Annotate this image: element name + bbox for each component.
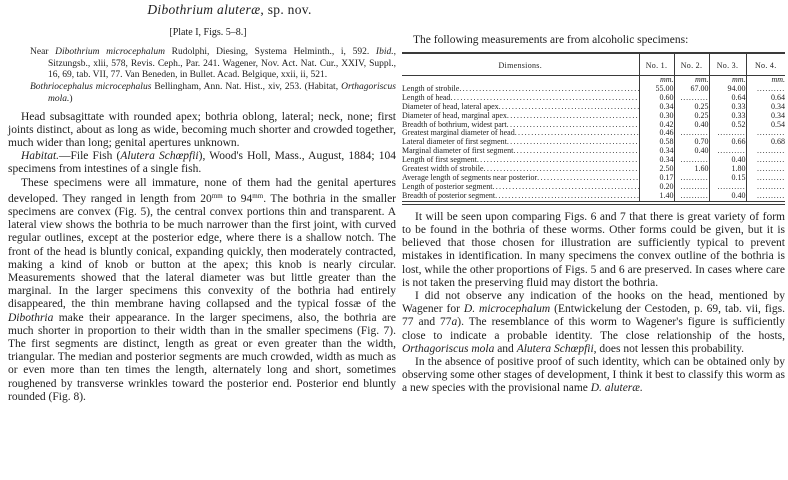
italic-text: Dibothrium microcephalum — [55, 47, 165, 57]
table-row — [402, 174, 785, 183]
empty-value-cell — [746, 174, 785, 183]
empty-value-cell — [674, 174, 709, 183]
dimension-label: Marginal diameter of first segment — [402, 147, 514, 156]
value-cell: 0.40 — [709, 156, 746, 165]
dimension-label-cell — [402, 94, 639, 103]
measurements-intro: The following measurements are from alcoholic specimens: — [413, 34, 689, 46]
empty-value-cell — [674, 94, 709, 103]
italic-text: Alutera Schœpfii — [516, 342, 594, 355]
units-row-spacer — [402, 76, 639, 85]
dotted-leader — [507, 112, 639, 121]
text-run: These specimens were all immature, none of them had the genital apertures developed. They ranged in length from 20 — [8, 176, 396, 205]
dotted-leader — [499, 103, 639, 112]
empty-value-cell — [746, 156, 785, 165]
table-body — [402, 76, 785, 203]
value-cell: 0.25 — [674, 112, 709, 121]
dimension-label: Diameter of head, marginal apex — [402, 111, 507, 120]
paragraph — [8, 82, 396, 105]
table-row — [402, 165, 785, 174]
dimension-label: Greatest width of strobile — [402, 165, 484, 174]
text-run: ). The resemblance of this worm to Wagener's figure is sufficiently close to indicate a probable identity. The close relationship of the hosts, — [402, 316, 785, 342]
empty-value-cell — [674, 183, 709, 192]
empty-value-cell — [746, 129, 785, 138]
dimension-label: Average length of segments near posterior — [402, 173, 538, 182]
italic-text: Dibothrium aluteræ — [147, 2, 261, 17]
value-cell: 55.00 — [639, 85, 674, 94]
value-cell: 1.80 — [709, 165, 746, 174]
superscript-text: mm — [252, 191, 264, 200]
col-header-dimensions: Dimensions. — [402, 53, 639, 76]
empty-value-cell — [709, 129, 746, 138]
empty-value-cell — [746, 183, 785, 192]
value-cell: 0.33 — [709, 112, 746, 121]
dimension-label: Breadth of posterior segment — [402, 191, 496, 200]
table-row — [402, 138, 785, 147]
right-body-text — [402, 211, 785, 396]
text-run: make their appearance. In the larger specimens, also, the bothria are much shorter in proportion to their width than in the smaller specimens (Fig. 7). The first segments are distinct, length as great or even greater than the width, triangular. The median and posterior segments are much crowded, width as much as or even more than ten times the length, alternately long and short, sometimes roughened by transverse wrinkles toward the posterior end. Posterior end bluntly rounded (Fig. 8). — [8, 311, 396, 403]
dotted-leader — [459, 85, 638, 94]
value-cell: 0.20 — [639, 183, 674, 192]
dimension-label: Length of head — [402, 93, 451, 102]
synonymy-block — [8, 47, 396, 106]
dimension-label-cell — [402, 174, 639, 183]
italic-text: Orthagoriscus mola — [402, 342, 495, 355]
value-cell: 0.64 — [709, 94, 746, 103]
value-cell: 0.33 — [709, 103, 746, 112]
value-cell: 0.15 — [709, 174, 746, 183]
dimension-label: Length of first segment — [402, 156, 477, 165]
empty-value-cell — [674, 129, 709, 138]
measurements-table — [402, 52, 785, 205]
value-cell: 0.25 — [674, 103, 709, 112]
dimension-label-cell — [402, 183, 639, 192]
dotted-leader — [495, 192, 638, 201]
unit-cell: mm. — [639, 76, 674, 85]
text-run: and — [494, 342, 517, 355]
table-row — [402, 192, 785, 203]
text-run: . The bothria in the smaller specimens are convex (Fig. 5), the central convex portions thin and transparent. A lateral view shows the bothria to be much narrower than the first joint, with curved regular outlines, except at the posterior edge, where there is a shallow notch. The front of the head is bluntly conical, expanding quickly, then moderately contracted, making a kind of knob or button at the apex; this knob is nearly circular. Measurements showed that the lateral diameter was but little greater than the marginal. In the larger specimens this convexity of the bothria had entirely disappeared, the thin membrane having collapsed and the typical fossæ of the — [8, 192, 396, 311]
right-page-column — [402, 34, 785, 396]
dotted-leader — [537, 174, 638, 183]
value-cell: 0.34 — [639, 156, 674, 165]
italic-text: D. microcephalum — [463, 303, 551, 316]
unit-cell: mm. — [709, 76, 746, 85]
table-row — [402, 112, 785, 121]
italic-text: Orthagoriscus mola. — [48, 82, 396, 104]
dimension-label-cell — [402, 121, 639, 130]
paragraph — [8, 177, 396, 404]
dimension-label-cell — [402, 156, 639, 165]
empty-value-cell — [746, 147, 785, 156]
unit-cell: mm. — [746, 76, 785, 85]
value-cell: 0.64 — [746, 94, 785, 103]
table-header-row — [402, 53, 785, 76]
dimension-label: Length of posterior segment — [402, 182, 493, 191]
col-header-no2: No. 2. — [674, 53, 709, 76]
text-run: (Entwickelung der Cestoden, p. 69, tab. vii, figs. 77 and 77 — [402, 303, 785, 329]
text-run: to 94 — [222, 192, 253, 205]
text-run: Rudolphi, Diesing, Systema Helminth., i, 592. — [164, 47, 376, 57]
dimension-label-cell — [402, 129, 639, 138]
italic-text: Bothriocephalus microcephalus — [30, 82, 152, 93]
dotted-leader — [515, 129, 639, 138]
value-cell: 0.52 — [709, 121, 746, 130]
text-run: Head subsagittate with rounded apex; bothria oblong, lateral; neck, none; first joints distinct, about as long as wide, becoming much shorter and crowded together, much wider than long; genital apertures unknown. — [8, 110, 396, 149]
dimension-label: Greatest marginal diameter of head — [402, 129, 515, 138]
unit-cell: mm. — [674, 76, 709, 85]
value-cell: 0.70 — [674, 138, 709, 147]
italic-text: Ibid. — [375, 47, 394, 57]
dotted-leader — [507, 121, 639, 130]
dotted-leader — [484, 165, 639, 174]
table-row — [402, 121, 785, 130]
value-cell: 0.40 — [674, 147, 709, 156]
italic-text: D. aluteræ. — [590, 382, 643, 395]
table-row — [402, 156, 785, 165]
empty-value-cell — [746, 85, 785, 94]
italic-text: a — [451, 316, 458, 329]
value-cell: 0.30 — [639, 112, 674, 121]
empty-value-cell — [674, 156, 709, 165]
value-cell: 0.42 — [639, 121, 674, 130]
text-run: ) — [69, 93, 73, 104]
dimension-label: Length of strobile — [402, 84, 460, 93]
text-run: Near — [30, 47, 56, 57]
value-cell: 0.34 — [746, 112, 785, 121]
dotted-leader — [513, 147, 638, 156]
table-row — [402, 147, 785, 156]
text-run: , Sitzungsb., xlii, 578, Revis. Ceph., Par. 241. Wagener, Nov. Act. Nat. Cur., XXIV, Suppl., 16, 69, tab. VII, 77. Van Beneden, in Bullet. Acad. Belgique, xxii, ii, 521. — [48, 47, 396, 81]
value-cell: 0.34 — [639, 103, 674, 112]
superscript-text: mm — [211, 191, 223, 200]
value-cell: 0.68 — [746, 138, 785, 147]
value-cell: 0.34 — [639, 147, 674, 156]
paragraph — [8, 111, 396, 151]
value-cell: 94.00 — [709, 85, 746, 94]
table-row — [402, 103, 785, 112]
value-cell: 2.50 — [639, 165, 674, 174]
units-row — [402, 76, 785, 85]
value-cell: 0.58 — [639, 138, 674, 147]
text-run: It will be seen upon comparing Figs. 6 and 7 that there is great variety of form to be found in the bothria of these worms. Other forms could be given, but it is believed that those chosen for illustration are sufficiently typical to prevent mistakes in identification. In many specimens the convex outline of the bothria is lost, while the other proportions of Figs. 5 and 6 are preserved. In cases where care is not taken the preserving fluid may distort the bothria. — [402, 210, 785, 289]
paragraph — [402, 211, 785, 290]
value-cell: 0.40 — [709, 192, 746, 203]
left-body-text — [8, 111, 396, 404]
col-header-no4: No. 4. — [746, 53, 785, 76]
empty-value-cell — [674, 192, 709, 203]
dimension-label: Lateral diameter of first segment — [402, 138, 507, 147]
text-run: , sp. nov. — [260, 2, 312, 17]
value-cell: 0.17 — [639, 174, 674, 183]
table-row — [402, 94, 785, 103]
value-cell: 67.00 — [674, 85, 709, 94]
value-cell: 0.40 — [674, 121, 709, 130]
italic-text: Dibothria — [8, 311, 54, 324]
dotted-leader — [450, 94, 638, 103]
value-cell: 0.60 — [639, 94, 674, 103]
empty-value-cell — [746, 165, 785, 174]
dimension-label-cell — [402, 192, 639, 201]
dimension-label-cell — [402, 138, 639, 147]
italic-text: Habitat. — [21, 150, 60, 163]
text-run: Bellingham, Ann. Nat. Hist., xiv, 253. (Habitat, — [151, 82, 342, 93]
dimension-label: Breadth of bothrium, widest part — [402, 120, 507, 129]
empty-value-cell — [709, 147, 746, 156]
text-run: In the absence of positive proof of such identity, which can be obtained only by observing some other stages of development, I think it best to classify this worm as a new species with the provisional name — [402, 355, 785, 395]
italic-text: Alutera Schœpfii — [120, 150, 199, 163]
text-run: I did not observe any indication of the hooks on the head, mentioned by Wagener for — [402, 289, 785, 316]
value-cell: 1.60 — [674, 165, 709, 174]
empty-value-cell — [746, 192, 785, 203]
paragraph — [402, 356, 785, 396]
paragraph — [8, 47, 396, 82]
table-row — [402, 183, 785, 192]
dimension-label: Diameter of head, lateral apex — [402, 102, 499, 111]
table-row — [402, 129, 785, 138]
empty-value-cell — [709, 183, 746, 192]
dimension-label-cell — [402, 112, 639, 121]
dimension-label-cell — [402, 165, 639, 174]
text-run: —File Fish ( — [59, 150, 121, 163]
dimension-label-cell — [402, 103, 639, 112]
dotted-leader — [492, 183, 638, 192]
text-run: , does not lessen this probability. — [593, 342, 745, 355]
paragraph — [8, 150, 396, 176]
plate-reference-line: [Plate I, Figs. 5–8.] — [169, 27, 247, 38]
dotted-leader — [507, 138, 639, 147]
paragraph — [402, 290, 785, 356]
species-title — [8, 2, 396, 18]
col-header-no1: No. 1. — [639, 53, 674, 76]
value-cell: 1.40 — [639, 192, 674, 203]
value-cell: 0.34 — [746, 103, 785, 112]
left-page-column — [8, 2, 396, 404]
dimension-label-cell — [402, 147, 639, 156]
value-cell: 0.66 — [709, 138, 746, 147]
text-run: ), Wood's Holl, Mass., August, 1884; 104 specimens from intestines of a single fish. — [8, 150, 396, 176]
dotted-leader — [477, 156, 639, 165]
value-cell: 0.54 — [746, 121, 785, 130]
dimension-label-cell — [402, 85, 639, 94]
col-header-no3: No. 3. — [709, 53, 746, 76]
value-cell: 0.46 — [639, 129, 674, 138]
table-row — [402, 85, 785, 94]
